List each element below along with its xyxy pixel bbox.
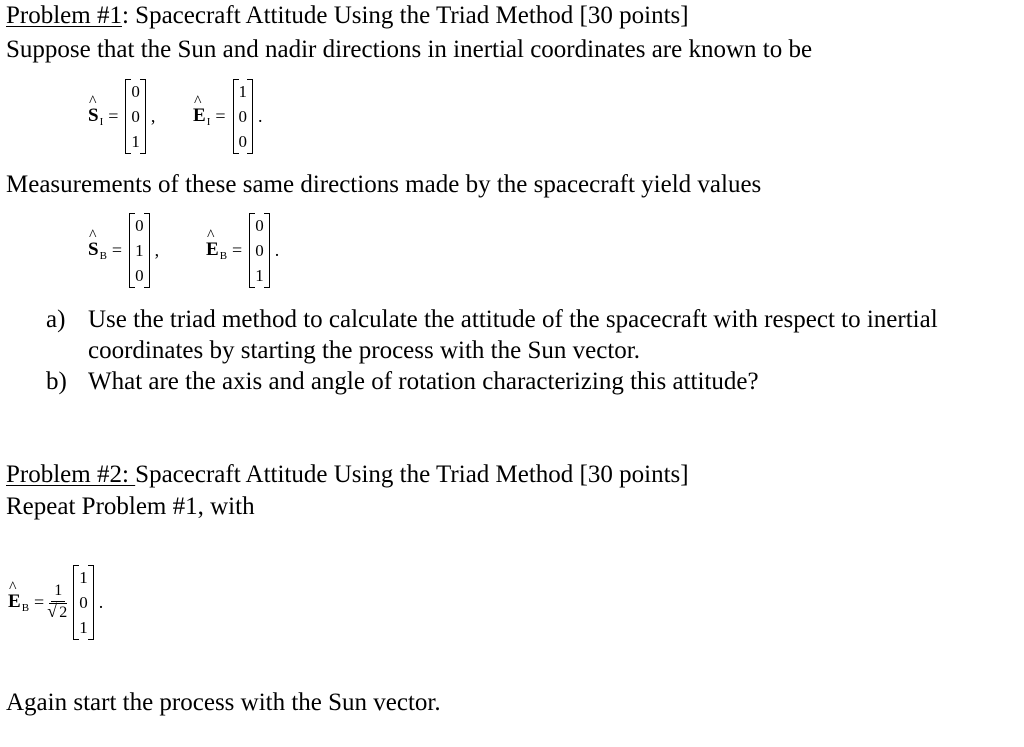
E-inertial-symbol: ^ $E_I$ [193, 92, 211, 128]
part-a: a) Use the triad method to calculate the attitude of the spacecraft with respect to inertial coordinates by starting the process with the Sun vector. [46, 306, 938, 364]
inertial-vectors [0, 66, 400, 166]
S-inertial-symbol: ^ $S_I$ [88, 92, 104, 128]
E-body-symbol-2: ^ $E_B$ [8, 578, 30, 614]
problem1-intro: Suppose that the Sun and nadir directions in inertial coordinates are known to be [6, 36, 813, 63]
E-inertial-matrix: 1 0 0 [233, 79, 254, 154]
E-inertial-equation: ^ $E_I$ = 1 0 0 . [193, 66, 263, 166]
problem1-title-rest: : Spacecraft Attitude Using the Triad Method [30 points] [121, 2, 689, 29]
S-body-symbol: ^ $S_B$ [88, 226, 107, 262]
problem1-title-underlined: Problem #1 [6, 2, 122, 29]
problem2-E-body [0, 552, 300, 652]
problem2-title-rest: Spacecraft Attitude Using the Triad Method [30 points] [135, 461, 689, 488]
problem2-title-underlined: Problem #2: [6, 461, 136, 488]
S-inertial-equation: ^ $S_I$ = 0 0 1 , [88, 66, 155, 166]
body-vectors [0, 200, 400, 300]
S-body-equation: ^ $S_B$ = 0 1 0 , [88, 200, 159, 300]
S-inertial-matrix: 0 0 1 [125, 79, 146, 154]
measurements-text: Measurements of these same directions made by the spacecraft yield values [6, 171, 762, 198]
E-body-symbol: ^ $E_B$ [206, 226, 228, 262]
problem2-closing: Again start the process with the Sun vector. [6, 689, 441, 716]
S-body-matrix: 0 1 0 [129, 213, 150, 288]
part-b: b) What are the axis and angle of rotation characterizing this attitude? [46, 368, 759, 395]
problem2-title [6, 460, 689, 490]
problem2-intro: Repeat Problem #1, with [6, 493, 255, 520]
E-body-equation: ^ $E_B$ = 0 0 1 . [206, 200, 279, 300]
problem1-title [6, 1, 689, 31]
E-body-matrix: 0 0 1 [249, 213, 270, 288]
E-body-matrix-2: 1 0 1 [73, 565, 94, 640]
E-body-equation-2: ^ $E_B$ = 1 √ 2 1 0 1 . [8, 552, 103, 652]
one-over-root-two: 1 √ 2 [49, 581, 67, 624]
